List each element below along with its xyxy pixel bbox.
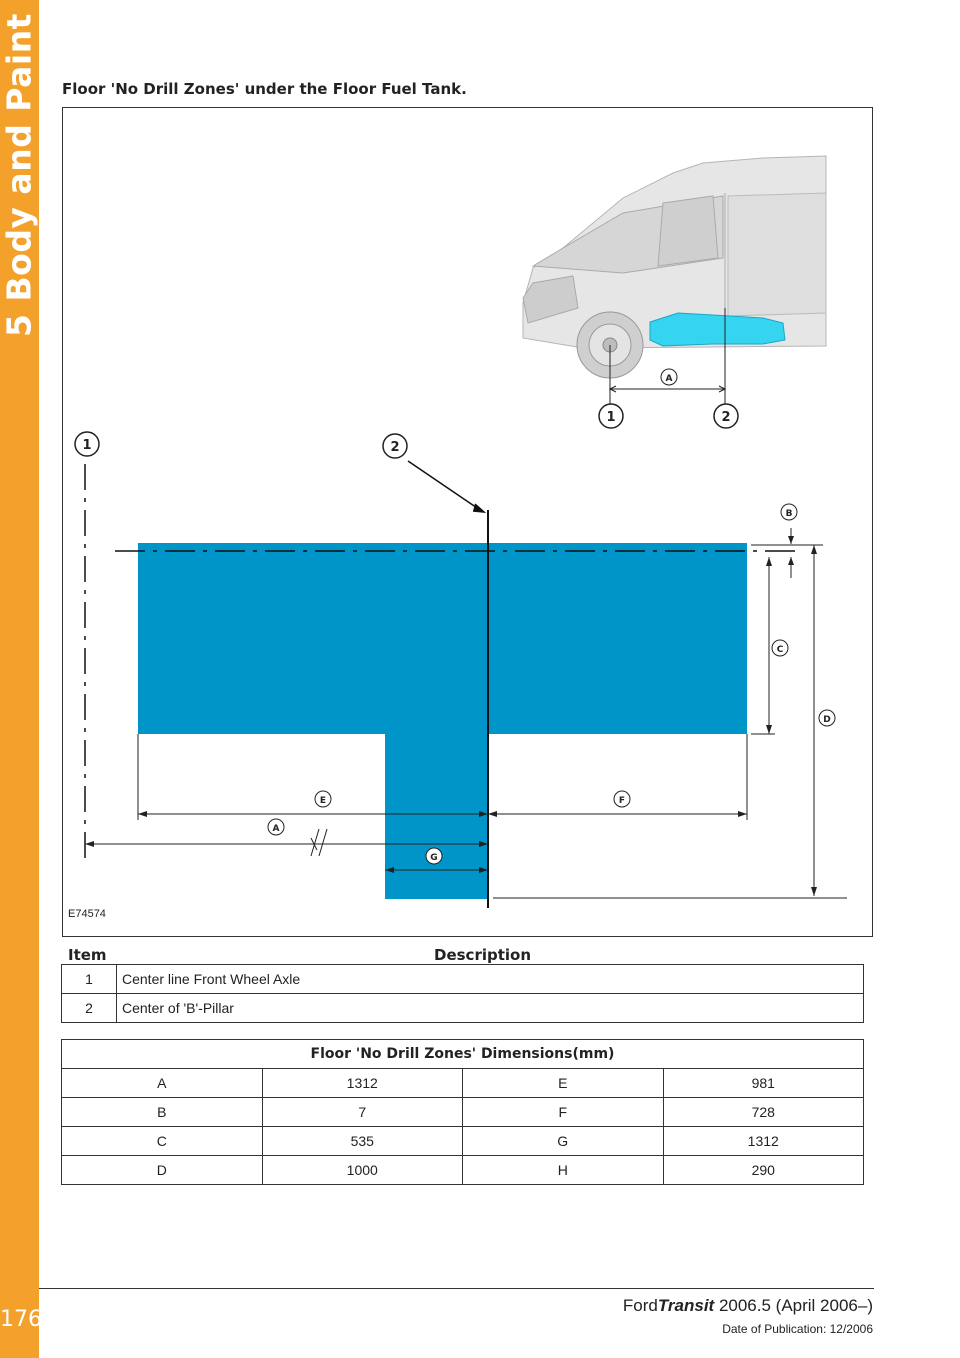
- brand-model: Transit: [657, 1296, 715, 1315]
- page-heading: Floor 'No Drill Zones' under the Floor Fuel Tank.: [62, 80, 467, 98]
- callout-a: A: [272, 824, 280, 834]
- dimension-label: E: [463, 1069, 664, 1098]
- publication-date: Date of Publication: 12/2006: [722, 1322, 873, 1336]
- figure-code: E74574: [68, 908, 106, 920]
- dimension-value: 1000: [262, 1156, 463, 1185]
- dimension-value: 535: [262, 1127, 463, 1156]
- footer-divider: [39, 1288, 874, 1289]
- table-row: [62, 1098, 864, 1127]
- dimensions-table: [61, 1039, 864, 1185]
- dimension-value: 290: [663, 1156, 864, 1185]
- dimension-value: 1312: [262, 1069, 463, 1098]
- table-row: [62, 1156, 864, 1185]
- item-column-header: Item: [68, 946, 107, 964]
- table-row: [62, 1069, 864, 1098]
- table-header-row: [62, 1040, 864, 1069]
- dimension-label: G: [463, 1127, 664, 1156]
- item-description: Center line Front Wheel Axle: [117, 965, 864, 994]
- callout-f: F: [618, 796, 626, 806]
- section-title: 5 Body and Paint: [0, 13, 39, 337]
- no-drill-zone-shape: [138, 543, 747, 899]
- callout-2: 2: [390, 440, 400, 455]
- callout-1: 1: [82, 438, 92, 453]
- table-row: [62, 965, 864, 994]
- section-side-tab: [0, 0, 42, 1358]
- callout-2-small: 2: [721, 410, 731, 425]
- figure-drawing: [63, 108, 874, 938]
- van-illustration: [523, 156, 826, 378]
- callout-c: C: [776, 645, 784, 655]
- items-table: [61, 964, 864, 1023]
- table-row: [62, 1127, 864, 1156]
- item-description: Center of 'B'-Pillar: [117, 994, 864, 1023]
- dimension-value: 728: [663, 1098, 864, 1127]
- page-number: 176: [0, 1307, 42, 1332]
- brand-suffix: 2006.5 (April 2006–): [714, 1296, 873, 1315]
- callout-1-small: 1: [606, 410, 616, 425]
- description-column-header: Description: [434, 946, 532, 964]
- footer-publication-title: [623, 1296, 873, 1316]
- dimension-label: H: [463, 1156, 664, 1185]
- dimension-value: 7: [262, 1098, 463, 1127]
- brand-prefix: Ford: [622, 1296, 658, 1315]
- dimension-label: D: [62, 1156, 263, 1185]
- dimensions-title: Floor 'No Drill Zones' Dimensions(mm): [62, 1040, 864, 1069]
- no-drill-zone-figure: [62, 107, 873, 937]
- dimension-label: C: [62, 1127, 263, 1156]
- callout-a-van: A: [665, 374, 673, 384]
- table-row: [62, 994, 864, 1023]
- dimension-value: 981: [663, 1069, 864, 1098]
- dimension-label: A: [62, 1069, 263, 1098]
- item-number: 2: [62, 994, 117, 1023]
- item-number: 1: [62, 965, 117, 994]
- callout-e: E: [319, 796, 327, 806]
- callout-b: B: [785, 509, 793, 519]
- callout-d: D: [823, 715, 831, 725]
- callout-g: G: [430, 853, 438, 863]
- dimension-value: 1312: [663, 1127, 864, 1156]
- dimension-label: F: [463, 1098, 664, 1127]
- dimension-label: B: [62, 1098, 263, 1127]
